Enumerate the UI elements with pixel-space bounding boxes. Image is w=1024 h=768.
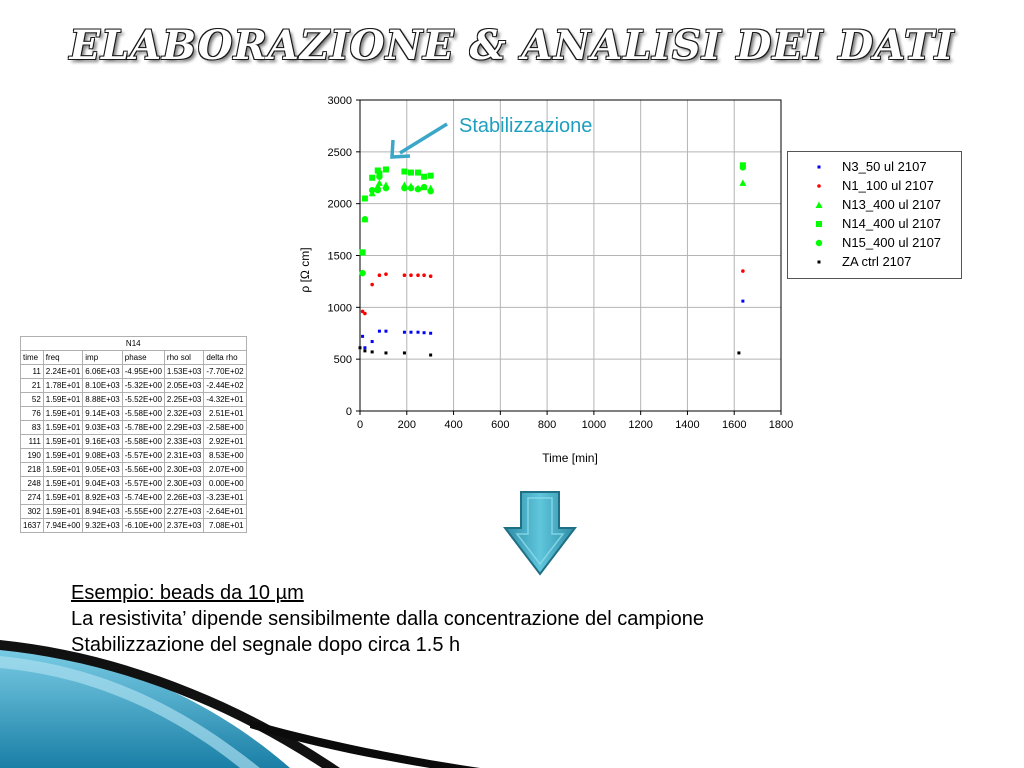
x-tick-label: 800 <box>537 419 557 431</box>
data-point <box>369 175 375 181</box>
table-cell: -5.78E+00 <box>122 421 164 435</box>
table-cell: -5.74E+00 <box>122 491 164 505</box>
table-header-cell: imp <box>83 351 122 365</box>
table-header-cell: delta rho <box>204 351 246 365</box>
table-cell: 9.05E+03 <box>83 463 122 477</box>
table-cell: 2.29E+03 <box>164 421 203 435</box>
table-cell: -2.44E+02 <box>204 379 246 393</box>
table-cell: 8.92E+03 <box>83 491 122 505</box>
table-header-cell: freq <box>43 351 82 365</box>
table-row <box>21 449 247 463</box>
table-cell: -3.23E+01 <box>204 491 246 505</box>
table-cell: 8.88E+03 <box>83 393 122 407</box>
data-point <box>423 331 426 334</box>
y-tick-label: 1500 <box>327 250 352 263</box>
data-point <box>429 274 433 278</box>
table-cell: 2.33E+03 <box>164 435 203 449</box>
table-cell: 111 <box>21 435 44 449</box>
legend-marker <box>814 200 824 210</box>
table-cell: 1637 <box>21 519 44 533</box>
table-cell: 2.92E+01 <box>204 435 246 449</box>
data-point <box>428 173 434 179</box>
table-row <box>21 463 247 477</box>
legend-marker <box>814 238 824 248</box>
table-cell: 9.04E+03 <box>83 477 122 491</box>
table-cell: 1.59E+01 <box>43 505 82 519</box>
table-cell: 9.03E+03 <box>83 421 122 435</box>
table-row <box>21 519 247 533</box>
x-tick-label: 200 <box>397 419 416 431</box>
x-tick-label: 600 <box>491 419 510 431</box>
decorative-swoosh <box>0 600 1024 768</box>
data-point <box>429 332 432 335</box>
data-point <box>427 188 433 194</box>
data-point <box>408 185 414 191</box>
data-point <box>409 331 412 334</box>
table-header-cell: time <box>21 351 44 365</box>
legend-marker-shape <box>816 202 823 209</box>
data-point <box>408 170 414 176</box>
legend-marker-shape <box>818 166 821 169</box>
table-cell: 83 <box>21 421 44 435</box>
table-cell: 2.25E+03 <box>164 393 203 407</box>
data-point <box>369 187 375 193</box>
data-point <box>371 340 374 343</box>
table-cell: 7.08E+01 <box>204 519 246 533</box>
data-point <box>371 350 374 353</box>
table-cell: 9.16E+03 <box>83 435 122 449</box>
table-cell: 2.27E+03 <box>164 505 203 519</box>
table-title: N14 <box>21 337 247 351</box>
legend-marker-shape <box>817 184 821 188</box>
x-axis-label: Time [min] <box>542 451 598 465</box>
table-cell: 1.59E+01 <box>43 393 82 407</box>
table-cell: 1.59E+01 <box>43 463 82 477</box>
data-point <box>363 346 366 349</box>
table-cell: 2.37E+03 <box>164 519 203 533</box>
table-header-cell: rho sol <box>164 351 203 365</box>
table-cell: 8.53E+00 <box>204 449 246 463</box>
legend-marker <box>814 257 824 267</box>
table-cell: 2.31E+03 <box>164 449 203 463</box>
data-point <box>740 164 746 170</box>
slide-title: ELABORAZIONE & ANALISI DEI DATI <box>69 22 955 69</box>
axis-ticks <box>328 95 794 431</box>
table-row <box>21 365 247 379</box>
x-tick-label: 400 <box>444 419 463 431</box>
legend-label: N13_400 ul 2107 <box>842 197 942 212</box>
data-point <box>429 354 432 357</box>
table-cell: -7.70E+02 <box>204 365 246 379</box>
data-point <box>417 331 420 334</box>
data-point <box>401 185 407 191</box>
table-cell: 1.59E+01 <box>43 449 82 463</box>
table-cell: 76 <box>21 407 44 421</box>
legend-marker <box>814 219 824 229</box>
data-point <box>741 269 745 273</box>
table-row <box>21 407 247 421</box>
table-cell: 1.78E+01 <box>43 379 82 393</box>
table-cell: -5.58E+00 <box>122 407 164 421</box>
table-cell: -2.64E+01 <box>204 505 246 519</box>
data-point <box>739 179 746 186</box>
table-cell: 2.05E+03 <box>164 379 203 393</box>
data-point <box>383 185 389 191</box>
data-point <box>378 273 382 277</box>
table-row <box>21 505 247 519</box>
table-cell: 2.24E+01 <box>43 365 82 379</box>
y-tick-label: 0 <box>345 406 352 418</box>
y-tick-label: 2000 <box>327 198 352 211</box>
table-cell: 1.53E+03 <box>164 365 203 379</box>
data-point <box>378 330 381 333</box>
chart-legend <box>787 151 962 279</box>
data-point <box>741 300 744 303</box>
legend-label: N1_100 ul 2107 <box>842 178 934 193</box>
legend-marker <box>814 162 824 172</box>
table-cell: 2.30E+03 <box>164 477 203 491</box>
data-point <box>737 351 740 354</box>
legend-marker <box>814 181 824 191</box>
chart-grid <box>360 100 781 411</box>
x-tick-label: 1000 <box>581 419 607 431</box>
data-point <box>409 273 413 277</box>
table-cell: -4.95E+00 <box>122 365 164 379</box>
table-cell: -5.57E+00 <box>122 477 164 491</box>
annotation-label: Stabilizzazione <box>459 115 593 137</box>
table-cell: 1.59E+01 <box>43 477 82 491</box>
y-axis-label: ρ [Ω cm] <box>298 247 312 293</box>
y-tick-label: 1000 <box>327 302 352 315</box>
x-tick-label: 1400 <box>675 419 700 431</box>
table-cell: 11 <box>21 365 44 379</box>
table-cell: -5.57E+00 <box>122 449 164 463</box>
table-cell: 9.08E+03 <box>83 449 122 463</box>
data-point <box>360 249 366 255</box>
caption-line-2: La resistivita’ dipende sensibilmente dalla concentrazione del campione <box>71 608 704 630</box>
table-header-cell: phase <box>122 351 164 365</box>
down-arrow-icon <box>503 490 577 576</box>
data-point <box>376 179 383 186</box>
data-point <box>362 216 368 222</box>
data-point <box>383 166 389 172</box>
legend-label: N15_400 ul 2107 <box>842 235 942 250</box>
table-cell: -5.58E+00 <box>122 435 164 449</box>
table-cell: 1.59E+01 <box>43 491 82 505</box>
data-point <box>422 273 426 277</box>
data-point <box>370 283 374 287</box>
table-cell: -5.56E+00 <box>122 463 164 477</box>
legend-marker-shape <box>816 240 822 246</box>
x-tick-label: 1200 <box>628 419 653 431</box>
caption-line-3: Stabilizzazione del segnale dopo circa 1.5 h <box>71 634 461 656</box>
data-point <box>403 331 406 334</box>
x-tick-label: 0 <box>356 419 364 431</box>
table-cell: 248 <box>21 477 44 491</box>
table-cell: 9.14E+03 <box>83 407 122 421</box>
table-cell: 1.59E+01 <box>43 421 82 435</box>
data-point <box>416 273 420 277</box>
data-point <box>363 349 366 352</box>
legend-label: N14_400 ul 2107 <box>842 216 942 231</box>
table-cell: 2.30E+03 <box>164 463 203 477</box>
legend-marker-shape <box>818 261 821 264</box>
table-cell: 8.94E+03 <box>83 505 122 519</box>
data-point <box>376 174 382 180</box>
table-row <box>21 435 247 449</box>
table-cell: 2.51E+01 <box>204 407 246 421</box>
table-cell: 6.06E+03 <box>83 365 122 379</box>
caption-line-1: Esempio: beads da 10 µm <box>71 582 304 604</box>
data-point <box>362 195 368 201</box>
data-point <box>384 330 387 333</box>
y-tick-label: 500 <box>333 354 352 367</box>
table-cell: 7.94E+00 <box>43 519 82 533</box>
table-cell: 9.32E+03 <box>83 519 122 533</box>
table-cell: 0.00E+00 <box>204 477 246 491</box>
n14-data-table <box>20 336 247 533</box>
data-point <box>384 272 388 276</box>
table-cell: 218 <box>21 463 44 477</box>
data-points <box>359 162 747 356</box>
table-cell: 52 <box>21 393 44 407</box>
data-point <box>384 351 387 354</box>
data-point <box>359 270 365 276</box>
legend-marker-shape <box>816 221 822 227</box>
table-row <box>21 393 247 407</box>
data-point <box>359 346 362 349</box>
data-point <box>403 273 407 277</box>
data-point <box>403 351 406 354</box>
table-cell: -4.32E+01 <box>204 393 246 407</box>
legend-label: N3_50 ul 2107 <box>842 159 927 174</box>
table-cell: 2.07E+00 <box>204 463 246 477</box>
table-cell: 2.32E+03 <box>164 407 203 421</box>
data-point <box>415 170 421 176</box>
table-cell: 190 <box>21 449 44 463</box>
x-tick-label: 1800 <box>768 419 794 431</box>
data-point <box>375 187 381 193</box>
table-row <box>21 379 247 393</box>
table-cell: 1.59E+01 <box>43 435 82 449</box>
table-cell: 21 <box>21 379 44 393</box>
table-cell: 274 <box>21 491 44 505</box>
data-point <box>421 174 427 180</box>
data-point <box>415 186 421 192</box>
data-point <box>401 169 407 175</box>
table-header-row <box>21 351 247 365</box>
y-tick-label: 3000 <box>327 95 352 107</box>
table-body <box>21 365 247 533</box>
table-row <box>21 421 247 435</box>
y-tick-label: 2500 <box>327 146 352 159</box>
table-row <box>21 477 247 491</box>
table-cell: -5.32E+00 <box>122 379 164 393</box>
data-point <box>421 184 427 190</box>
legend-label: ZA ctrl 2107 <box>842 254 912 269</box>
table-cell: 1.59E+01 <box>43 407 82 421</box>
table-cell: -5.55E+00 <box>122 505 164 519</box>
table-cell: 302 <box>21 505 44 519</box>
table-cell: 8.10E+03 <box>83 379 122 393</box>
data-point <box>361 335 364 338</box>
table-cell: -5.52E+00 <box>122 393 164 407</box>
table-cell: -6.10E+00 <box>122 519 164 533</box>
table-cell: 2.26E+03 <box>164 491 203 505</box>
x-tick-label: 1600 <box>721 419 747 431</box>
table-row <box>21 491 247 505</box>
table-cell: -2.58E+00 <box>204 421 246 435</box>
data-point <box>363 312 367 316</box>
